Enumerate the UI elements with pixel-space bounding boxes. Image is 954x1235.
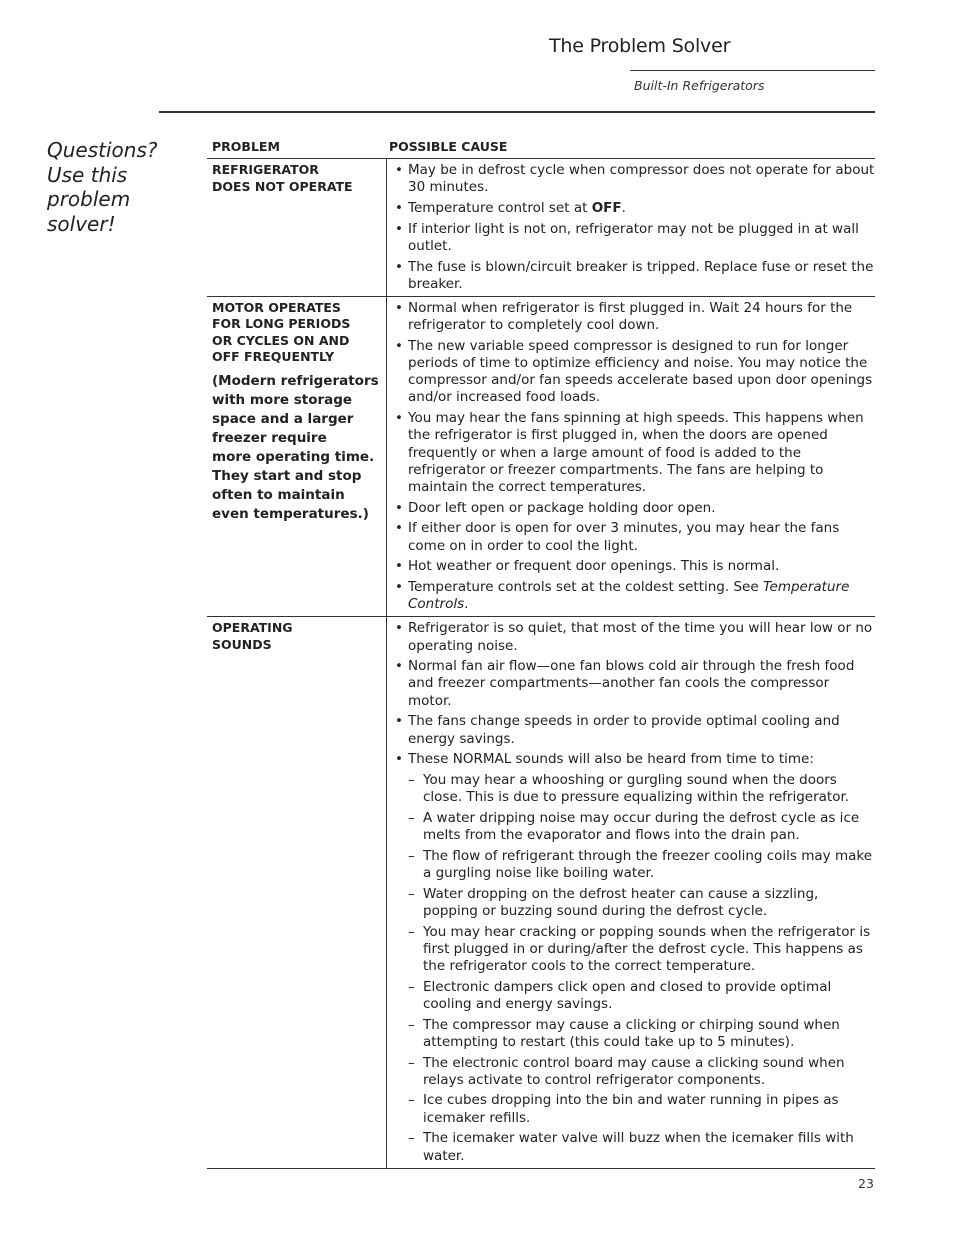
cause-item: • Normal when refrigerator is first plugged in. Wait 24 hours for the refrigerator to completely cool down. xyxy=(393,300,875,334)
problem-cell xyxy=(207,159,387,296)
cause-text: . xyxy=(621,199,626,216)
side-heading xyxy=(47,138,177,236)
problem-title-line: MOTOR OPERATES xyxy=(212,299,341,315)
sound-subitem: – The icemaker water valve will buzz when the icemaker fills with water. xyxy=(393,1130,875,1164)
side-heading-line: Use this xyxy=(47,162,128,187)
sound-subitem: – Water dropping on the defrost heater can cause a sizzling, popping or buzzing sound during the defrost cycle. xyxy=(393,886,875,920)
problem-title-line: OFF FREQUENTLY xyxy=(212,349,335,365)
cause-item: • May be in defrost cycle when compressor does not operate for about 30 minutes. xyxy=(393,162,875,196)
header-divider-long xyxy=(159,111,875,113)
side-heading-line: problem xyxy=(47,187,131,211)
page-number: 23 xyxy=(858,1176,874,1191)
sound-subitem: – A water dripping noise may occur during the defrost cycle as ice melts from the evaporator and flows into the drain pan. xyxy=(393,810,875,844)
side-heading-line: solver! xyxy=(47,211,116,236)
cause-item: • If either door is open for over 3 minutes, you may hear the fans come on in order to cool the light. xyxy=(393,520,875,554)
problem-cell xyxy=(207,617,387,1167)
cause-text: Temperature control set at xyxy=(408,199,592,216)
problem-note-line: (Modern refrigerators xyxy=(212,372,379,389)
problem-note-line: freezer require xyxy=(212,429,327,446)
problem-note-line: more operating time. xyxy=(212,448,375,465)
cause-item: • Hot weather or frequent door openings. This is normal. xyxy=(393,558,875,575)
cause-text: Temperature controls set at the coldest setting. See xyxy=(408,578,763,595)
problem-title-line: SOUNDS xyxy=(212,636,272,652)
cause-item: • If interior light is not on, refrigerator may not be plugged in at wall outlet. xyxy=(393,221,875,255)
cause-cell xyxy=(387,159,875,296)
cause-item xyxy=(393,579,875,613)
column-header-problem: PROBLEM xyxy=(212,139,280,154)
cause-item: • The fuse is blown/circuit breaker is tripped. Replace fuse or reset the breaker. xyxy=(393,259,875,293)
problem-title-line: OR CYCLES ON AND xyxy=(212,332,350,348)
problem-note-line: often to maintain xyxy=(212,486,345,503)
page-title: The Problem Solver xyxy=(549,35,731,57)
sound-subitem: – You may hear a whooshing or gurgling sound when the doors close. This is due to pressure equalizing within the refrigerator. xyxy=(393,772,875,806)
table-row xyxy=(207,297,875,617)
sound-subitem: – The flow of refrigerant through the freezer cooling coils may make a gurgling noise like boiling water. xyxy=(393,848,875,882)
page-subtitle: Built-In Refrigerators xyxy=(634,78,765,93)
cause-cell xyxy=(387,297,875,616)
sound-subitem: – Electronic dampers click open and closed to provide optimal cooling and energy savings. xyxy=(393,979,875,1013)
cause-item: • You may hear the fans spinning at high speeds. This happens when the refrigerator is first plugged in, when the doors are opened frequently or when a large amount of food is added to the refrigerator or freezer compartments. The fans are helping to maintain the correct temperatures. xyxy=(393,410,875,496)
header-divider-short xyxy=(630,70,875,71)
cause-cell xyxy=(387,617,875,1167)
table-row xyxy=(207,159,875,297)
problem-cell xyxy=(207,297,387,616)
cause-bold-text: OFF xyxy=(591,199,622,216)
problem-note-line: even temperatures.) xyxy=(212,505,369,522)
problem-title-line: FOR LONG PERIODS xyxy=(212,316,351,332)
problem-title-line: REFRIGERATOR xyxy=(212,162,319,177)
sound-subitem: – The compressor may cause a clicking or chirping sound when attempting to restart (this could take up to 5 minutes). xyxy=(393,1017,875,1051)
cause-text: . xyxy=(464,596,469,613)
problem-note-line: space and a larger xyxy=(212,410,354,427)
table-row xyxy=(207,617,875,1168)
cause-item: • These NORMAL sounds will also be heard from time to time: xyxy=(393,751,875,768)
problem-note-line: They start and stop xyxy=(212,467,362,484)
sound-subitem: – You may hear cracking or popping sounds when the refrigerator is first plugged in or during/after the defrost cycle. This happens as the refrigerator cools to the correct temperature. xyxy=(393,924,875,976)
problem-title-line: OPERATING xyxy=(212,620,293,636)
problem-note-line: with more storage xyxy=(212,391,353,408)
cause-item: • The fans change speeds in order to provide optimal cooling and energy savings. xyxy=(393,713,875,747)
problem-title-line: DOES NOT OPERATE xyxy=(212,178,353,194)
cause-item: • The new variable speed compressor is designed to run for longer periods of time to optimize efficiency and noise. You may notice the compressor and/or fan speeds accelerate based upon door openings and/or increased food loads. xyxy=(393,338,875,407)
sound-subitem: – Ice cubes dropping into the bin and water running in pipes as icemaker refills. xyxy=(393,1092,875,1126)
column-header-cause: POSSIBLE CAUSE xyxy=(389,139,508,154)
problem-note xyxy=(212,372,381,524)
cause-item xyxy=(393,200,875,217)
cause-italic-text: Temperature Controls xyxy=(408,578,850,613)
side-heading-line: Questions? xyxy=(47,138,158,162)
sound-subitem: – The electronic control board may cause a clicking sound when relays activate to control refrigerator components. xyxy=(393,1055,875,1089)
problem-table xyxy=(207,158,875,1169)
table-header xyxy=(207,139,875,159)
cause-item: • Refrigerator is so quiet, that most of the time you will hear low or no operating noise. xyxy=(393,620,875,654)
cause-item: • Normal fan air flow—one fan blows cold air through the fresh food and freezer compartments—another fan cools the compressor motor. xyxy=(393,658,875,710)
cause-item: • Door left open or package holding door open. xyxy=(393,500,875,517)
